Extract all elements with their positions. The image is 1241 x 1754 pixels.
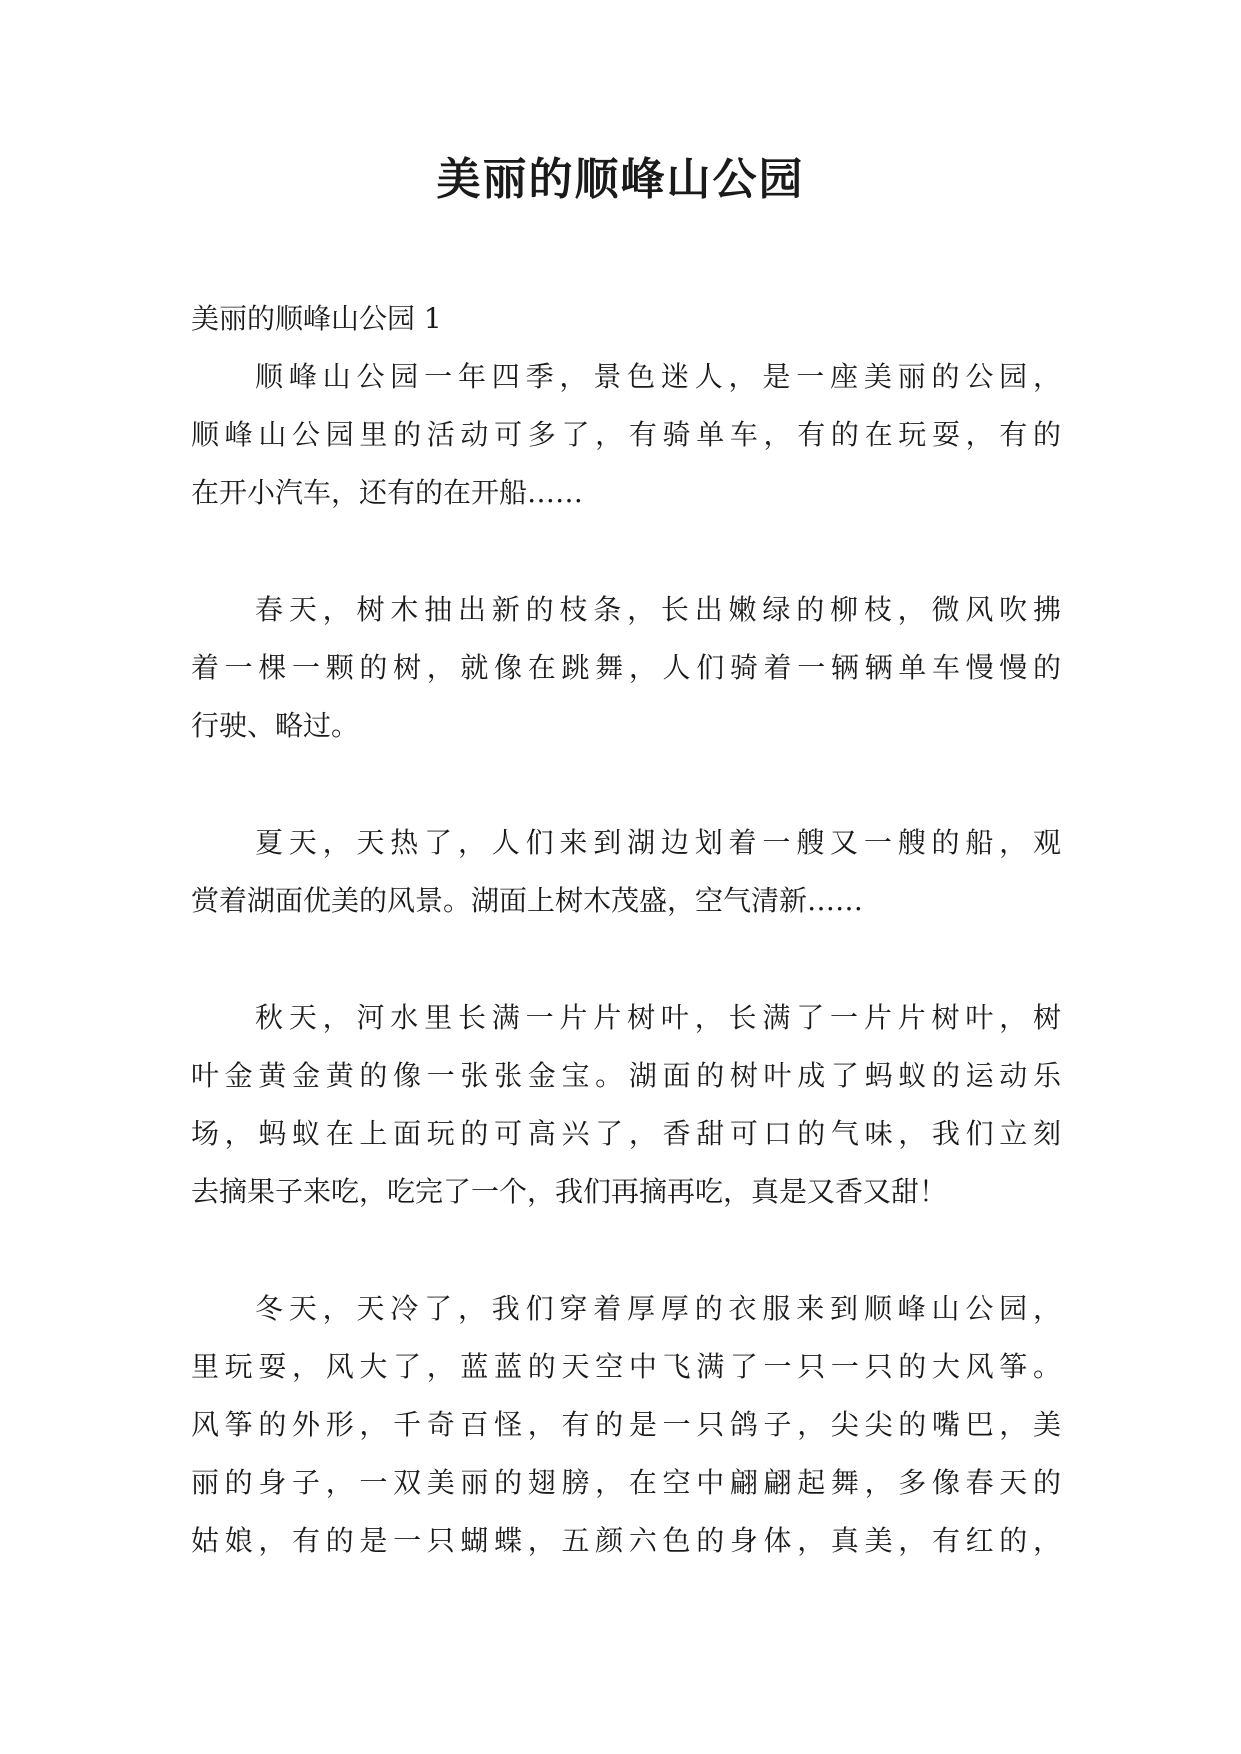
paragraph-gap (191, 930, 1061, 989)
text-line: 秋天，河水里长满一片片树叶，长满了一片片树叶，树 (255, 1001, 1061, 1034)
text-line: 场，蚂蚁在上面玩的可高兴了，香甜可口的气味，我们立刻 (191, 1117, 1061, 1150)
text-line: 顺峰山公园里的活动可多了，有骑单车，有的在玩耍，有的 (191, 418, 1061, 451)
paragraph-gap (191, 522, 1061, 581)
text-line: 姑娘，有的是一只蝴蝶，五颜六色的身体，真美，有红的， (191, 1524, 1061, 1557)
text-line: 着一棵一颗的树，就像在跳舞，人们骑着一辆辆单车慢慢的 (191, 651, 1061, 684)
paragraph-autumn (191, 989, 1061, 1221)
text-line: 春天，树木抽出新的枝条，长出嫩绿的柳枝，微风吹拂 (255, 593, 1061, 626)
text-line: 在开小汽车，还有的在开船…… (191, 476, 584, 509)
text-line: 夏天，天热了，人们来到湖边划着一艘又一艘的船，观 (255, 826, 1061, 859)
paragraph-intro (191, 348, 1061, 522)
text-line: 风筝的外形，千奇百怪，有的是一只鸽子，尖尖的嘴巴，美 (191, 1408, 1061, 1441)
text-line: 丽的身子，一双美丽的翅膀，在空中翩翩起舞，多像春天的 (191, 1466, 1061, 1499)
paragraph-gap (191, 1221, 1061, 1280)
document-body (191, 290, 1061, 1570)
text-line: 冬天，天冷了，我们穿着厚厚的衣服来到顺峰山公园， (255, 1292, 1061, 1325)
text-line: 顺峰山公园一年四季，景色迷人，是一座美丽的公园， (255, 360, 1061, 393)
section-heading: 美丽的顺峰山公园 1 (191, 302, 442, 335)
text-line: 去摘果子来吃，吃完了一个，我们再摘再吃，真是又香又甜！ (191, 1175, 948, 1208)
text-line: 叶金黄金黄的像一张张金宝。湖面的树叶成了蚂蚁的运动乐 (191, 1059, 1061, 1092)
paragraph-winter (191, 1280, 1061, 1570)
paragraph-gap (191, 755, 1061, 814)
text-line: 赏着湖面优美的风景。湖面上树木茂盛，空气清新…… (191, 884, 864, 917)
document-title: 美丽的顺峰山公园 (436, 154, 805, 205)
text-line: 里玩耍，风大了，蓝蓝的天空中飞满了一只一只的大风筝。 (191, 1350, 1061, 1383)
text-line: 行驶、略过。 (191, 709, 360, 742)
paragraph-summer (191, 814, 1061, 930)
paragraph-spring (191, 581, 1061, 755)
